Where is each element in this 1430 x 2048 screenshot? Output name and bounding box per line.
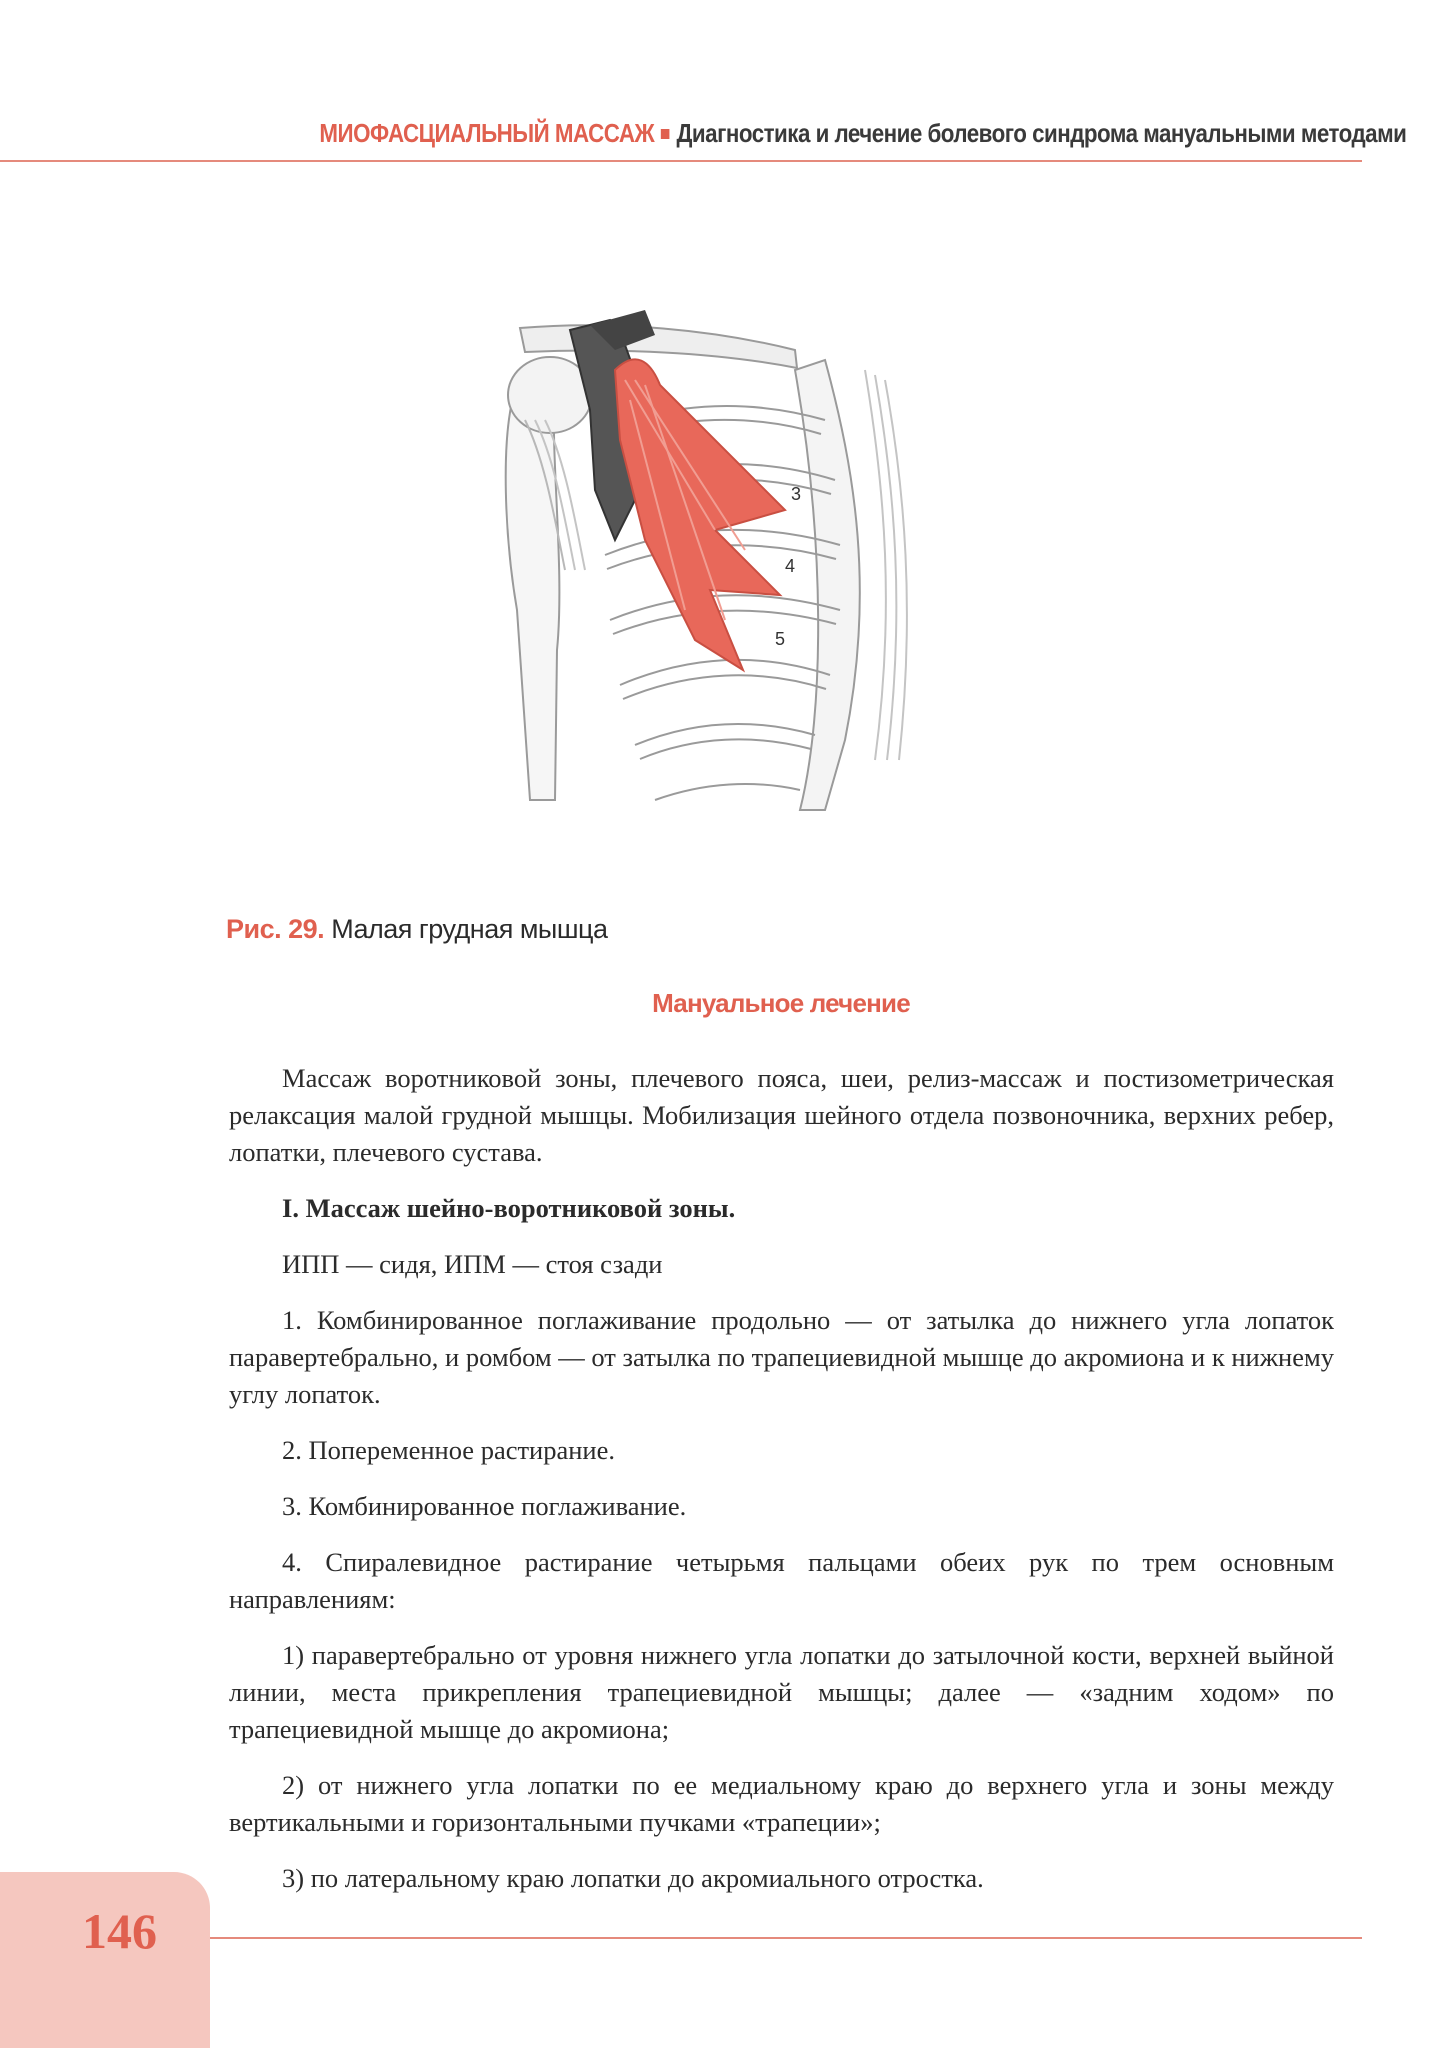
paragraph-heading: I. Массаж шейно-воротниковой зоны. [282, 1193, 736, 1223]
paragraph: Массаж воротниковой зоны, плечевого пояса, шеи, релиз-массаж и постизометрическая релаксация малой грудной мышцы. Мобилизация шейного отдела позвоночника, верхних ребер, лопатки, плечевого сустава. [229, 1063, 1334, 1167]
running-header [319, 118, 1407, 149]
paragraph: 3. Комбинированное поглаживание. [282, 1491, 687, 1521]
pectoralis-minor-illustration [495, 290, 985, 890]
section-title: Мануальное лечение [652, 988, 910, 1018]
footer-rule [210, 1937, 1362, 1939]
header-separator-square [661, 129, 670, 139]
paragraph: 1. Комбинированное поглаживание продольно — от затылка до нижнего угла лопаток паравертебрально, и ромбом — от затылка по трапециевидной мышце до акромиона и к нижнему углу лопаток. [229, 1305, 1334, 1409]
figure-caption [226, 914, 607, 945]
header-brand: МИОФАСЦИАЛЬНЫЙ МАССАЖ [319, 118, 655, 148]
paragraph: 1) паравертебрально от уровня нижнего угла лопатки до затылочной кости, верхней выйной линии, места прикрепления трапециевидной мышцы; далее — «задним ходом» по трапециевидной мышце до акромиона; [229, 1640, 1334, 1744]
paragraph: 4. Спиралевидное растирание четырьмя пальцами обеих рук по трем основным направлениям: [229, 1547, 1334, 1614]
rib [635, 724, 815, 745]
caption-text: Малая грудная мышца [331, 914, 608, 944]
page-number: 146 [82, 1903, 157, 1959]
page-number-tab [0, 1872, 210, 2048]
rib [640, 739, 811, 759]
paragraph: 2) от нижнего угла лопатки по ее медиальному краю до верхнего угла и зоны между вертикальными и горизонтальными пучками «трапеции»; [229, 1770, 1334, 1837]
paragraph: ИПП — сидя, ИПМ — стоя сзади [282, 1249, 663, 1279]
caption-label: Рис. 29. [226, 914, 325, 944]
header-rule [0, 160, 1362, 162]
header-subtitle: Диагностика и лечение болевого синдрома мануальными методами [676, 118, 1407, 148]
rib-label: 4 [785, 556, 796, 576]
rib [623, 675, 826, 699]
figure [495, 290, 985, 890]
sternum [795, 360, 860, 810]
rib-label: 3 [791, 484, 802, 504]
humerus [506, 390, 560, 800]
paragraph: 2. Попеременное растирание. [282, 1435, 615, 1465]
rib-label: 5 [775, 629, 786, 649]
body-text [229, 1060, 1334, 1916]
rib [655, 784, 800, 800]
paragraph: 3) по латеральному краю лопатки до акромиального отростка. [282, 1863, 984, 1893]
